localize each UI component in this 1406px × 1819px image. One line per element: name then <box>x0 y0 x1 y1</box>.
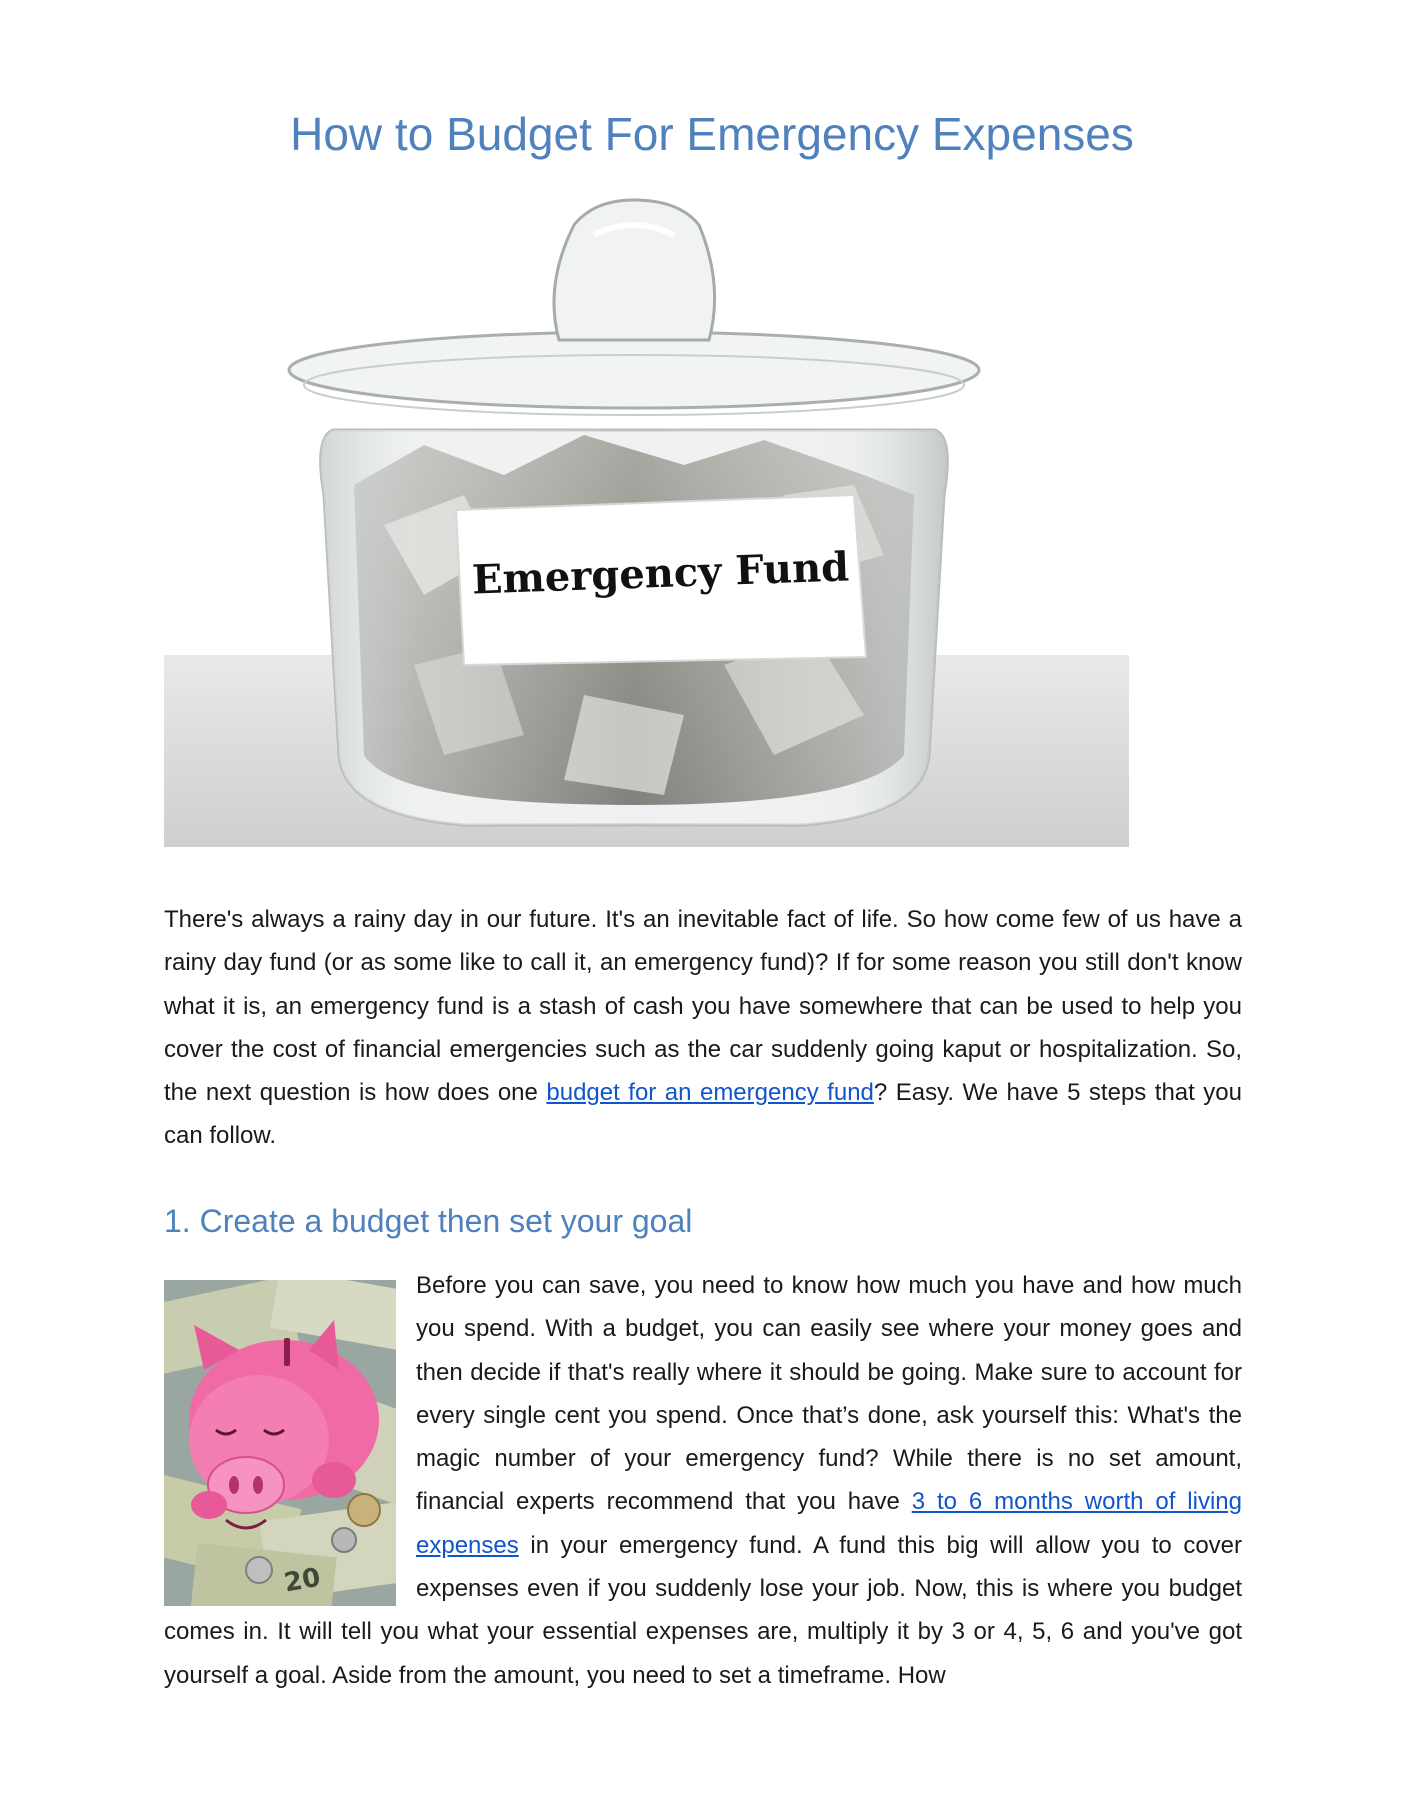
bill-number: 20 <box>281 1562 323 1599</box>
piggy-bank-image <box>164 1280 396 1606</box>
living-expenses-link[interactable]: 3 to 6 months worth of living expenses <box>416 1488 1242 1559</box>
jar-label-text: Emergency Fund <box>471 543 850 604</box>
budget-emergency-fund-link[interactable]: budget for an emergency fund <box>546 1079 874 1107</box>
intro-text-part-1: There's always a rainy day in our future. It's an inevitable fact of life. So how come few of us have a rainy day fund (or as some like to call it, an emergency fund)? If for some reason you still don't know what it is, an emergency fund is a stash of cash you have somewhere that can be used to help you cover the cost of financial emergencies such as the car suddenly going kaput or hospitalization. So, the next question is how does one <box>164 906 1242 1107</box>
section-1-text-part-2: in your emergency fund. A fund this big will allow you to cover expenses even if you suddenly lose your job. Now, this is where you budget comes in. It will tell you what your essential expenses are, multiply it by 3 or 4, 5, 6 and you've got yourself a goal. Aside from the amount, you need to set a timeframe. How <box>164 1531 1242 1689</box>
section-1-text-part-1: Before you can save, you need to know how much you have and how much you spend. With a budget, you can easily see where your money goes and then decide if that's really where it should be going. Make sure to account for every single cent you spend. Once that’s done, ask yourself this: What's the magic number of your emergency fund? While there is no set amount, financial experts recommend that you have <box>416 1272 1242 1516</box>
page-title: How to Budget For Emergency Expenses <box>290 108 1134 160</box>
emergency-fund-jar-image <box>164 195 1129 847</box>
intro-paragraph <box>164 898 1242 1158</box>
intro-text-part-2: ? Easy. We have 5 steps that you can follow. <box>164 1079 1243 1150</box>
section-1-heading: 1. Create a budget then set your goal <box>164 1203 693 1239</box>
